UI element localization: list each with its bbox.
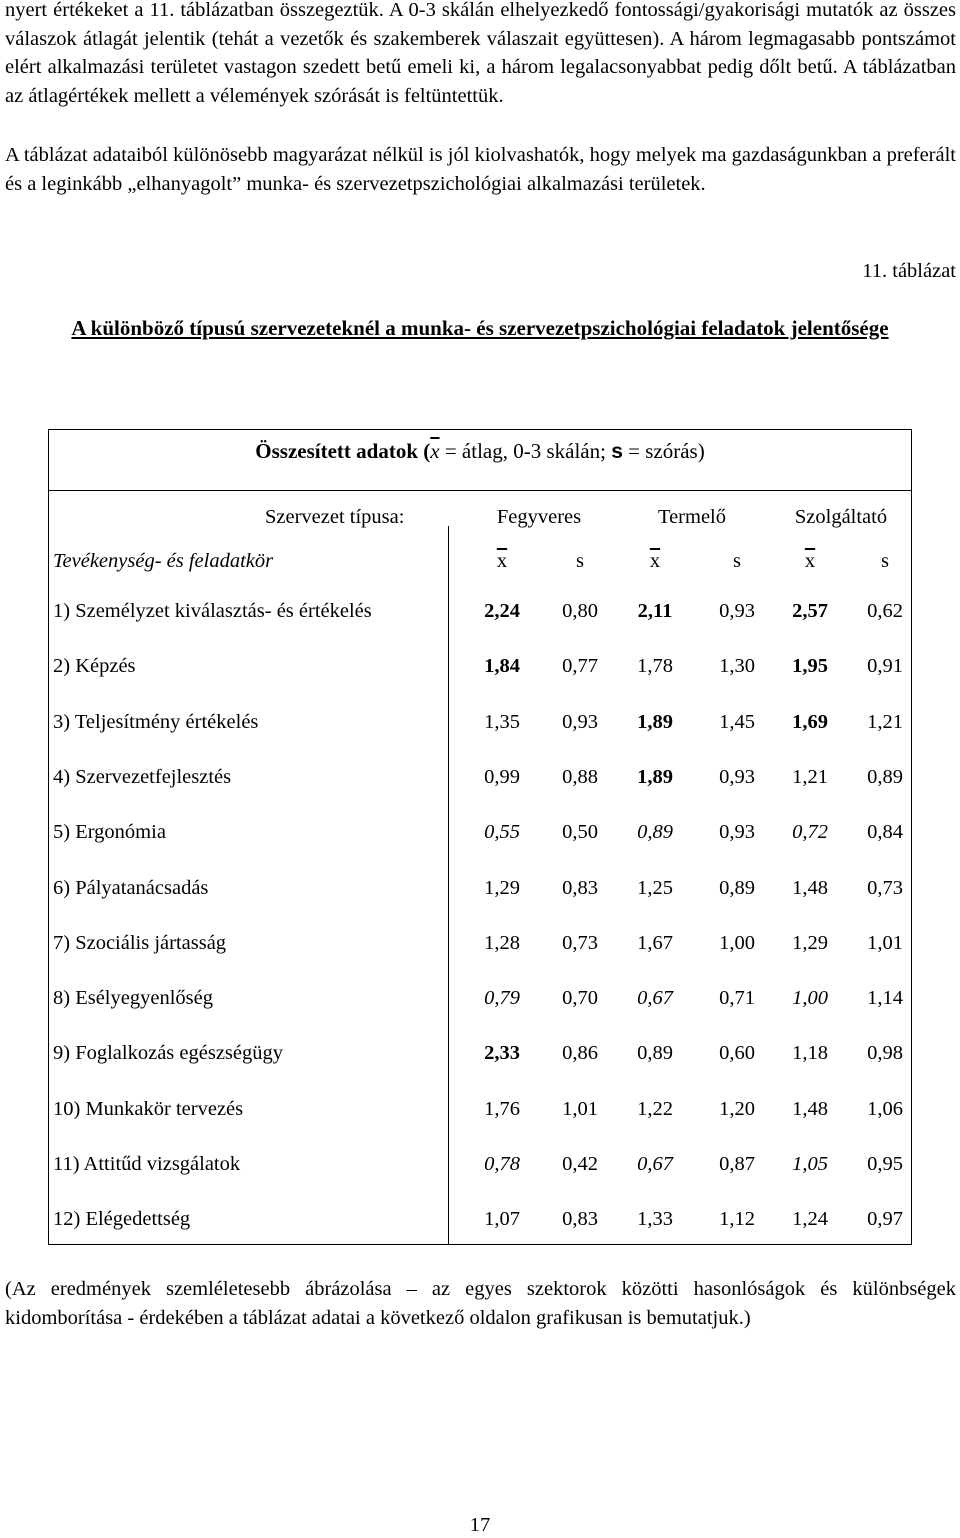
table-cell-sd: 0,86 xyxy=(562,1042,598,1064)
table-cell-sd: 0,60 xyxy=(719,1042,755,1064)
table-row-label: 2) Képzés xyxy=(53,655,136,677)
table-cell-sd: 0,80 xyxy=(562,600,598,622)
table-cell-sd: 1,21 xyxy=(867,711,903,733)
table-cell-sd: 0,83 xyxy=(562,877,598,899)
table-cell-mean: 1,22 xyxy=(637,1098,673,1120)
col-header-mean: $\overline{x}$ xyxy=(496,550,508,572)
table-cell-sd: 0,84 xyxy=(867,821,903,843)
org-type-armed: Fegyveres xyxy=(496,506,582,528)
summary-mean-text: = átlag, 0-3 skálán; xyxy=(439,439,612,463)
table-cell-mean: 0,67 xyxy=(637,1153,673,1175)
table-cell-mean: 1,48 xyxy=(792,1098,828,1120)
table-cell-mean: 1,25 xyxy=(637,877,673,899)
table-cell-sd: 0,73 xyxy=(867,877,903,899)
summary-sd-symbol: s xyxy=(611,440,623,463)
table-cell-mean: 0,89 xyxy=(637,821,673,843)
org-type-label: Szervezet típusa: xyxy=(265,506,405,528)
table-cell-sd: 0,97 xyxy=(867,1208,903,1230)
data-table xyxy=(48,429,912,1245)
table-cell-mean: 1,29 xyxy=(792,932,828,954)
table-cell-mean: 2,24 xyxy=(484,600,520,622)
table-cell-sd: 0,93 xyxy=(562,711,598,733)
table-cell-mean: 1,89 xyxy=(637,766,673,788)
table-cell-sd: 1,45 xyxy=(719,711,755,733)
table-cell-sd: 1,01 xyxy=(867,932,903,954)
table-cell-sd: 0,87 xyxy=(719,1153,755,1175)
intro-paragraph-1: nyert értékeket a 11. táblázatban összegeztük. A 0-3 skálán elhelyezkedő fontossági/gyakorisági mutatók az összes válaszok átlagát jelentik (tehát a vezetők és szakemberek válaszait együttesen). A három legmagasabb pontszámot elért alkalmazási területet vastagon szedett betű emeli ki, a három legalacsonyabbat pedig dőlt betű. A táblázatban az átlagértékek mellett a vélemények szórását is feltüntettük. xyxy=(5,0,956,107)
table-cell-mean: 1,07 xyxy=(484,1208,520,1230)
col-header-sd: s xyxy=(733,550,741,572)
summary-label: Összesített adatok ( xyxy=(255,439,431,463)
table-cell-mean: 1,33 xyxy=(637,1208,673,1230)
table-cell-sd: 1,30 xyxy=(719,655,755,677)
table-cell-mean: 1,18 xyxy=(792,1042,828,1064)
summary-sd-text: = szórás) xyxy=(622,439,705,463)
table-cell-sd: 1,06 xyxy=(867,1098,903,1120)
col-header-mean: $\overline{x}$ xyxy=(649,550,661,572)
table-row-label: 3) Teljesítmény értékelés xyxy=(53,711,259,733)
table-title: A különböző típusú szervezeteknél a munka- és szervezetpszichológiai feladatok jelentősége xyxy=(71,316,889,340)
table-cell-mean: 0,72 xyxy=(792,821,828,843)
col-header-mean: $\overline{x}$ xyxy=(804,550,816,572)
table-cell-sd: 0,62 xyxy=(867,600,903,622)
table-cell-mean: 2,33 xyxy=(484,1042,520,1064)
col-header-sd: s xyxy=(881,550,889,572)
table-row-label: 4) Szervezetfejlesztés xyxy=(53,766,232,788)
activity-label: Tevékenység- és feladatkör xyxy=(53,550,274,572)
table-cell-sd: 0,93 xyxy=(719,766,755,788)
table-cell-mean: 2,11 xyxy=(637,600,673,622)
table-cell-mean: 0,67 xyxy=(637,987,673,1009)
table-row-label: 8) Esélyegyenlőség xyxy=(53,987,213,1009)
closing-note: (Az eredmények szemléletesebb ábrázolása – az egyes szektorok közötti hasonlóságok és különbségek kidomborítása - érdekében a táblázat adatai a következő oldalon grafikusan is bemutatjuk.) xyxy=(5,1278,956,1329)
table-cell-sd: 0,50 xyxy=(562,821,598,843)
summary-mean-symbol: $\overline{x}$ xyxy=(430,439,440,463)
table-cell-sd: 0,73 xyxy=(562,932,598,954)
table-cell-mean: 0,78 xyxy=(484,1153,520,1175)
table-cell-mean: 1,95 xyxy=(792,655,828,677)
org-type-service: Szolgáltató xyxy=(794,506,888,528)
table-number: 11. táblázat xyxy=(862,260,956,282)
table-cell-mean: 0,99 xyxy=(484,766,520,788)
table-cell-sd: 0,98 xyxy=(867,1042,903,1064)
table-cell-mean: 0,89 xyxy=(637,1042,673,1064)
table-cell-mean: 1,69 xyxy=(792,711,828,733)
table-cell-mean: 1,89 xyxy=(637,711,673,733)
table-row-label: 12) Elégedettség xyxy=(53,1208,191,1230)
table-cell-mean: 2,57 xyxy=(792,600,828,622)
table-row-label: 1) Személyzet kiválasztás- és értékelés xyxy=(53,600,372,622)
table-cell-sd: 1,01 xyxy=(562,1098,598,1120)
table-cell-mean: 0,79 xyxy=(484,987,520,1009)
table-cell-sd: 0,71 xyxy=(719,987,755,1009)
table-cell-sd: 0,83 xyxy=(562,1208,598,1230)
table-cell-sd: 0,77 xyxy=(562,655,598,677)
table-cell-sd: 0,89 xyxy=(719,877,755,899)
table-cell-sd: 0,42 xyxy=(562,1153,598,1175)
table-cell-mean: 1,05 xyxy=(792,1153,828,1175)
table-cell-mean: 1,48 xyxy=(792,877,828,899)
table-cell-mean: 1,35 xyxy=(484,711,520,733)
table-cell-sd: 1,20 xyxy=(719,1098,755,1120)
table-row-label: 10) Munkakör tervezés xyxy=(53,1098,244,1120)
table-row-label: 5) Ergonómia xyxy=(53,821,166,843)
table-cell-mean: 1,67 xyxy=(637,932,673,954)
table-row-label: 11) Attitűd vizsgálatok xyxy=(53,1153,241,1175)
table-summary-header xyxy=(49,436,911,467)
table-row-label: 6) Pályatanácsadás xyxy=(53,877,209,899)
table-row-label: 7) Szociális jártasság xyxy=(53,932,227,954)
table-cell-mean: 1,21 xyxy=(792,766,828,788)
table-cell-sd: 1,12 xyxy=(719,1208,755,1230)
header-rule xyxy=(49,490,911,491)
org-type-production: Termelő xyxy=(657,506,726,528)
table-cell-sd: 0,95 xyxy=(867,1153,903,1175)
table-cell-mean: 1,78 xyxy=(637,655,673,677)
table-cell-sd: 0,93 xyxy=(719,821,755,843)
table-cell-sd: 1,14 xyxy=(867,987,903,1009)
table-cell-sd: 1,00 xyxy=(719,932,755,954)
table-cell-sd: 0,89 xyxy=(867,766,903,788)
table-cell-mean: 1,29 xyxy=(484,877,520,899)
table-cell-sd: 0,70 xyxy=(562,987,598,1009)
table-cell-sd: 0,88 xyxy=(562,766,598,788)
table-cell-mean: 1,76 xyxy=(484,1098,520,1120)
table-cell-mean: 1,00 xyxy=(792,987,828,1009)
col-header-sd: s xyxy=(576,550,584,572)
intro-paragraph-2: A táblázat adataiból különösebb magyarázat nélkül is jól kiolvashatók, hogy melyek ma gazdaságunkban a preferált és a leginkább „elhanyagolt” munka- és szervezetpszichológiai alkalmazási területek. xyxy=(5,144,956,195)
table-cell-sd: 0,91 xyxy=(867,655,903,677)
label-column-divider xyxy=(448,526,449,1244)
table-cell-mean: 0,55 xyxy=(484,821,520,843)
table-cell-mean: 1,28 xyxy=(484,932,520,954)
table-cell-sd: 0,93 xyxy=(719,600,755,622)
table-cell-mean: 1,24 xyxy=(792,1208,828,1230)
page-number: 17 xyxy=(469,1514,491,1536)
table-cell-mean: 1,84 xyxy=(484,655,520,677)
table-row-label: 9) Foglalkozás egészségügy xyxy=(53,1042,283,1064)
